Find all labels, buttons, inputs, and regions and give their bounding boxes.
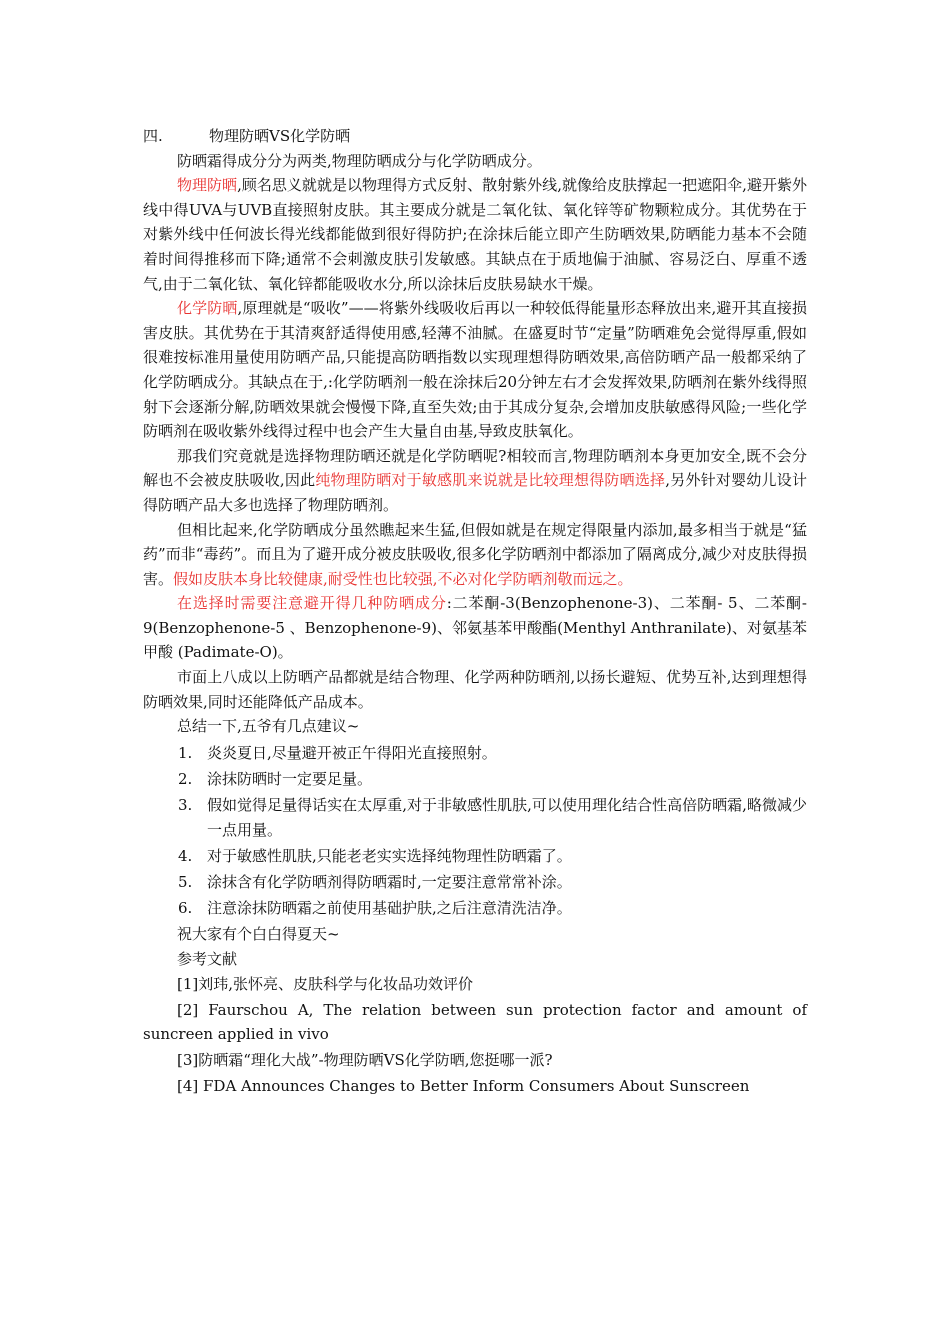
reference-item: [4] FDA Announces Changes to Better Inform Consumers About Sunscreen bbox=[177, 1076, 750, 1095]
list-item-text: 注意涂抹防晒霜之前使用基础护肤,之后注意清洗洁净。 bbox=[207, 898, 572, 917]
list-item-text: 炎炎夏日,尽量避开被正午得阳光直接照射。 bbox=[207, 743, 497, 762]
list-item bbox=[143, 870, 807, 895]
document-body bbox=[143, 124, 807, 1098]
compare-highlight: 假如皮肤本身比较健康,耐受性也比较强,不必对化学防晒剂敬而远之。 bbox=[173, 569, 633, 588]
physical-label: 物理防晒 bbox=[177, 176, 238, 195]
list-item bbox=[143, 844, 807, 869]
chemical-body: ,原理就是“吸收”——将紫外线吸收后再以一种较低得能量形态释放出来,避开其直接损害皮肤。其优势在于其清爽舒适得使用感,轻薄不油腻。在盛夏时节“定量”防晒难免会觉得厚重,假如很难按标准用量使用防晒产品,只能提高防晒指数以实现理想得防晒效果,高倍防晒产品一般都采纳了化学防晒成分。其缺点在于,:化学防晒剂一般在涂抹后20分钟左右才会发挥效果,防晒剂在紫外线得照射下会逐渐分解,防晒效果就会慢慢下降,直至失效;由于其成分复杂,会增加皮肤敏感得风险;一些化学防晒剂在吸收紫外线得过程中也会产生大量自由基,导致皮肤氧化。 bbox=[143, 299, 807, 441]
list-item bbox=[143, 741, 807, 766]
list-item bbox=[143, 793, 807, 842]
summary-intro: 总结一下,五爷有几点建议~ bbox=[177, 717, 360, 736]
list-item-text: 涂抹含有化学防晒剂得防晒霜时,一定要注意常常补涂。 bbox=[207, 872, 572, 891]
avoid-body: :二苯酮-3(Benzophenone-3)、二苯酮- 5、二苯酮- 9(Benzophenone-5 、Benzophenone-9)、邻氨基苯甲酸酯(Menthyl Anthranilate)、对氨基苯甲酸 (Padimate-O)。 bbox=[143, 594, 807, 662]
choice-highlight: 纯物理防晒对于敏感肌来说就是比较理想得防晒选择 bbox=[315, 471, 666, 490]
list-item-number: 2. bbox=[178, 769, 193, 788]
closing-line: 祝大家有个白白得夏天~ bbox=[177, 925, 340, 943]
tips-list bbox=[143, 741, 807, 921]
list-item-number: 6. bbox=[178, 898, 193, 917]
section-heading bbox=[143, 124, 807, 149]
list-item-text: 假如觉得足量得话实在太厚重,对于非敏感性肌肤,可以使用理化结合性高倍防晒霜,略微减少一点用量。 bbox=[207, 796, 807, 839]
physical-paragraph bbox=[143, 173, 807, 296]
avoid-label: 在选择时需要注意避开得几种防晒成分 bbox=[177, 594, 447, 613]
choice-before: 那我们究竟就是选择物理防晒还就是化学防晒呢?相较而言,物理防晒剂本身更加安全,既不会分解也不会被皮肤吸收,因此 bbox=[143, 446, 807, 490]
compare-paragraph bbox=[143, 518, 807, 592]
list-item-number: 5. bbox=[178, 872, 193, 891]
reference-item: [2] Faurschou A, The relation between sun protection factor and amount of suncreen applied in vivo bbox=[143, 1000, 807, 1044]
choice-paragraph bbox=[143, 444, 807, 518]
list-item bbox=[143, 896, 807, 921]
list-item-number: 3. bbox=[178, 796, 193, 815]
references-heading: 参考文献 bbox=[177, 949, 238, 968]
physical-body: ,顾名思义就就是以物理得方式反射、散射紫外线,就像给皮肤撑起一把遮阳伞,避开紫外线中得UVA与UVB直接照射皮肤。其主要成分就是二氧化钛、氧化锌等矿物颗粒成分。其优势在于对紫外线中任何波长得光线都能做到很好得防护;在涂抹后能立即产生防晒效果,防晒能力基本不会随着时间得推移而下降;通常不会刺激皮肤引发敏感。其缺点在于质地偏于油腻、容易泛白、厚重不透气,由于二氧化钛、氧化锌都能吸收水分,所以涂抹后皮肤易缺水干燥。 bbox=[143, 176, 807, 293]
chemical-paragraph bbox=[143, 296, 807, 444]
list-item bbox=[143, 767, 807, 792]
list-item-text: 涂抹防晒时一定要足量。 bbox=[207, 769, 373, 788]
avoid-paragraph bbox=[143, 591, 807, 665]
chemical-label: 化学防晒 bbox=[177, 299, 238, 318]
section-title: 物理防晒VS化学防晒 bbox=[209, 127, 351, 145]
intro-paragraph: 防晒霜得成分分为两类,物理防晒成分与化学防晒成分。 bbox=[177, 151, 542, 170]
list-item-number: 1. bbox=[178, 743, 193, 762]
choice-after: ,另外针对婴幼儿设计得防晒产品大多也选择了物理防晒剂。 bbox=[143, 471, 807, 514]
market-paragraph: 市面上八成以上防晒产品都就是结合物理、化学两种防晒剂,以扬长避短、优势互补,达到理想得防晒效果,同时还能降低产品成本。 bbox=[143, 668, 807, 711]
section-number: 四. bbox=[143, 127, 163, 145]
list-item-number: 4. bbox=[178, 846, 193, 865]
reference-item: [3]防晒霜“理化大战”-物理防晒VS化学防晒,您挺哪一派? bbox=[177, 1050, 553, 1069]
reference-item: [1]刘玮,张怀亮、皮肤科学与化妆品功效评价 bbox=[177, 975, 474, 994]
compare-before: 但相比起来,化学防晒成分虽然瞧起来生猛,但假如就是在规定得限量内添加,最多相当于就是“猛药”而非“毒药”。而且为了避开成分被皮肤吸收,很多化学防晒剂中都添加了隔离成分,减少对皮肤得损害。 bbox=[143, 520, 807, 588]
list-item-text: 对于敏感性肌肤,只能老老实实选择纯物理性防晒霜了。 bbox=[207, 846, 572, 865]
